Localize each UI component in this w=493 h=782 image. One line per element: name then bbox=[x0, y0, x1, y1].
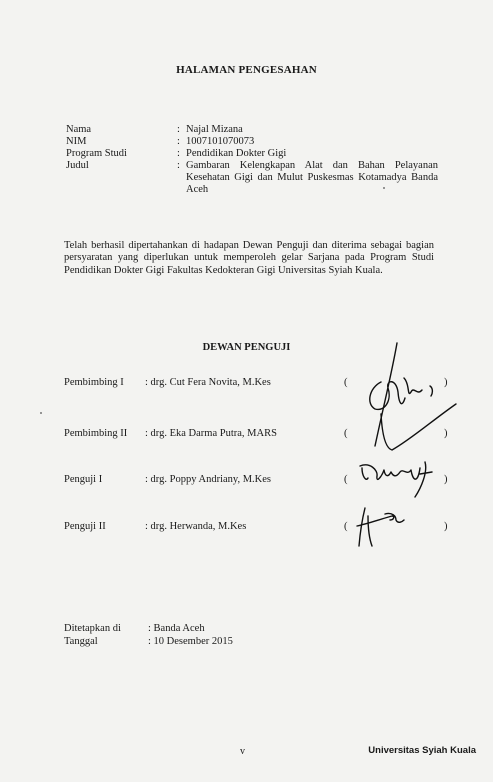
page-number: v bbox=[240, 746, 245, 757]
signature-paren-open: ( bbox=[344, 521, 348, 532]
decree-info bbox=[64, 622, 233, 648]
signature-pembimbing-2 bbox=[381, 404, 456, 450]
examiner-row bbox=[64, 377, 464, 391]
examiner-role: Penguji II bbox=[64, 521, 106, 532]
nim-label: NIM bbox=[66, 136, 87, 147]
examiner-name: : drg. Herwanda, M.Kes bbox=[145, 521, 247, 532]
name-row bbox=[66, 124, 438, 136]
nim-row bbox=[66, 136, 438, 148]
scan-speck bbox=[383, 187, 385, 189]
program-value: Pendidikan Dokter Gigi bbox=[186, 148, 287, 159]
signature-paren-close: ) bbox=[444, 428, 448, 439]
examiner-role: Pembimbing I bbox=[64, 377, 124, 388]
nim-value: 1007101070073 bbox=[186, 136, 255, 147]
page-title: HALAMAN PENGESAHAN bbox=[176, 64, 317, 76]
thesis-title-row bbox=[66, 160, 438, 196]
program-row bbox=[66, 148, 438, 160]
signature-paren-close: ) bbox=[444, 521, 448, 532]
scan-speck bbox=[40, 412, 42, 414]
decree-place-row bbox=[64, 622, 233, 635]
examiner-name: : drg. Eka Darma Putra, MARS bbox=[145, 428, 277, 439]
university-footer: Universitas Syiah Kuala bbox=[368, 745, 476, 756]
thesis-title-label: Judul bbox=[66, 160, 89, 171]
signature-paren-open: ( bbox=[344, 474, 348, 485]
examiner-row bbox=[64, 521, 464, 535]
name-value: Najal Mizana bbox=[186, 124, 243, 135]
signature-paren-close: ) bbox=[444, 377, 448, 388]
decree-place-label: Ditetapkan di bbox=[64, 623, 121, 634]
signature-paren-open: ( bbox=[344, 377, 348, 388]
colon: : bbox=[177, 136, 180, 147]
name-label: Nama bbox=[66, 124, 92, 135]
decree-date-label: Tanggal bbox=[64, 636, 98, 647]
examiner-row bbox=[64, 474, 464, 488]
student-info bbox=[66, 124, 438, 196]
examiner-row bbox=[64, 428, 464, 442]
colon: : bbox=[177, 124, 180, 135]
signature-paren-close: ) bbox=[444, 474, 448, 485]
approval-statement: Telah berhasil dipertahankan di hadapan Dewan Penguji dan diterima sebagai bagian persyaratan yang diperlukan untuk memperoleh gelar Sarjana pada Program Studi Pendidikan Dokter Gigi Fakultas Kedokteran Gigi Universitas Syiah Kuala. bbox=[64, 240, 434, 276]
program-label: Program Studi bbox=[66, 148, 127, 159]
examiner-name: : drg. Poppy Andriany, M.Kes bbox=[145, 474, 271, 485]
colon: : bbox=[177, 148, 180, 159]
examiner-name: : drg. Cut Fera Novita, M.Kes bbox=[145, 377, 271, 388]
signature-paren-open: ( bbox=[344, 428, 348, 439]
decree-date-value: : 10 Desember 2015 bbox=[148, 636, 233, 647]
decree-place-value: : Banda Aceh bbox=[148, 623, 205, 634]
thesis-title-value: Gambaran Kelengkapan Alat dan Bahan Pelayanan Kesehatan Gigi dan Mulut Puskesmas Kotamadya Banda Aceh bbox=[186, 160, 438, 195]
decree-date-row bbox=[64, 635, 233, 648]
board-heading: DEWAN PENGUJI bbox=[202, 342, 291, 353]
examiner-role: Penguji I bbox=[64, 474, 103, 485]
colon: : bbox=[177, 160, 180, 171]
examiner-role: Pembimbing II bbox=[64, 428, 128, 439]
